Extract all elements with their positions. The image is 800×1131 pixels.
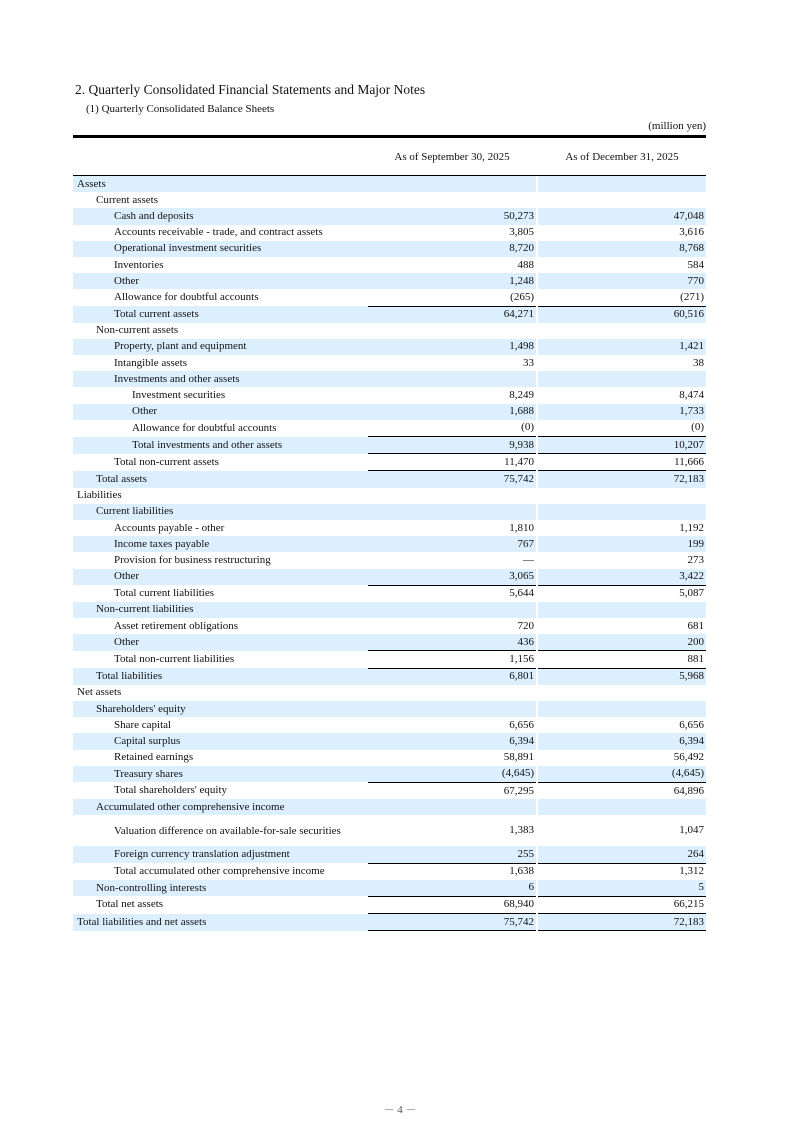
section-title: 2. Quarterly Consolidated Financial Statements and Major Notes — [75, 82, 426, 97]
row-label: Shareholders' equity — [73, 701, 368, 717]
table-row — [73, 404, 706, 420]
row-label: Total liabilities and net assets — [73, 914, 368, 931]
row-label: Total non-current assets — [114, 455, 219, 468]
table-row — [73, 420, 706, 437]
row-label: Other — [73, 634, 368, 651]
value-dec-2025: 6,656 — [679, 718, 704, 731]
value-dec-2025: (4,645) — [538, 766, 706, 783]
row-label: Current liabilities — [73, 504, 368, 520]
value-dec-2025 — [538, 323, 706, 339]
table-row — [73, 323, 706, 339]
value-sep-2025: 1,688 — [368, 404, 536, 420]
table-row — [73, 618, 706, 634]
value-sep-2025: 767 — [368, 536, 536, 552]
value-dec-2025: 199 — [538, 536, 706, 552]
row-label: Total investments and other assets — [73, 437, 368, 454]
table-row — [73, 750, 706, 766]
row-label: Other — [73, 569, 368, 586]
row-label: Current assets — [96, 193, 159, 206]
table-row — [73, 504, 706, 520]
row-label: Total current liabilities — [114, 587, 215, 600]
table-row — [73, 782, 706, 799]
value-sep-2025 — [368, 685, 536, 701]
value-dec-2025: 584 — [687, 258, 704, 271]
value-sep-2025: 8,720 — [368, 241, 536, 257]
table-row — [73, 634, 706, 651]
row-label: Cash and deposits — [73, 208, 368, 224]
value-dec-2025: 72,183 — [538, 914, 706, 931]
value-sep-2025: 1,156 — [368, 651, 536, 668]
table-row — [73, 552, 706, 568]
table-row — [73, 602, 706, 618]
value-dec-2025: 11,666 — [538, 454, 706, 471]
value-dec-2025: 1,421 — [538, 339, 706, 355]
row-label: Non-current liabilities — [73, 602, 368, 618]
value-dec-2025: 264 — [538, 846, 706, 863]
value-dec-2025: 6,394 — [538, 733, 706, 749]
value-dec-2025: 47,048 — [538, 208, 706, 224]
value-dec-2025: 56,492 — [673, 751, 704, 764]
value-sep-2025: 9,938 — [368, 437, 536, 454]
value-sep-2025: 33 — [523, 356, 534, 369]
row-label: Allowance for doubtful accounts — [114, 291, 259, 304]
table-row — [73, 387, 706, 403]
value-sep-2025: 436 — [368, 634, 536, 651]
value-sep-2025: 1,383 — [509, 824, 534, 837]
value-sep-2025: 6,801 — [368, 668, 536, 685]
value-dec-2025 — [538, 371, 706, 387]
value-sep-2025: 6 — [368, 880, 536, 897]
table-row — [73, 192, 706, 208]
value-sep-2025: 1,248 — [368, 273, 536, 289]
table-row — [73, 766, 706, 783]
row-label: Net assets — [77, 686, 122, 699]
value-dec-2025: 3,422 — [538, 569, 706, 586]
table-row — [73, 471, 706, 488]
table-row — [73, 289, 706, 306]
value-dec-2025: 1,192 — [679, 521, 704, 534]
table-row — [73, 273, 706, 289]
table-row — [73, 257, 706, 273]
value-dec-2025: 66,215 — [538, 896, 706, 913]
value-sep-2025: 75,742 — [368, 471, 536, 488]
row-label: Income taxes payable — [73, 536, 368, 552]
row-label: Total net assets — [96, 898, 164, 911]
value-sep-2025 — [368, 504, 536, 520]
row-label: Asset retirement obligations — [114, 619, 239, 632]
row-label: Treasury shares — [73, 766, 368, 783]
unit-label: (million yen) — [648, 120, 706, 132]
table-row — [73, 701, 706, 717]
value-dec-2025: 72,183 — [538, 471, 706, 488]
row-label: Total assets — [73, 471, 368, 488]
value-dec-2025: 681 — [687, 619, 704, 632]
value-sep-2025: 255 — [368, 846, 536, 863]
value-dec-2025 — [538, 192, 706, 208]
table-row — [73, 863, 706, 880]
value-sep-2025: 1,638 — [368, 863, 536, 880]
value-sep-2025: 58,891 — [503, 751, 534, 764]
table-row — [73, 733, 706, 749]
row-label: Foreign currency translation adjustment — [73, 846, 368, 863]
value-dec-2025: 60,516 — [538, 306, 706, 323]
row-label: Accounts receivable - trade, and contract assets — [114, 226, 323, 239]
table-row — [73, 685, 706, 701]
value-dec-2025: 1,733 — [538, 404, 706, 420]
value-sep-2025: 11,470 — [368, 454, 536, 471]
table-row — [73, 454, 706, 471]
row-label: Intangible assets — [114, 356, 188, 369]
row-label: Non-controlling interests — [73, 880, 368, 897]
row-label: Total accumulated other comprehensive income — [114, 864, 325, 877]
row-label: Other — [73, 404, 368, 420]
value-sep-2025: 8,249 — [509, 389, 534, 402]
value-dec-2025 — [538, 504, 706, 520]
value-dec-2025: 3,616 — [679, 226, 704, 239]
value-sep-2025 — [368, 323, 536, 339]
value-sep-2025: ― — [523, 553, 534, 566]
page-number: － 4 － — [383, 1104, 417, 1116]
value-sep-2025: (4,645) — [368, 766, 536, 783]
value-sep-2025 — [368, 488, 536, 504]
value-sep-2025: 3,065 — [368, 569, 536, 586]
value-dec-2025: 5 — [538, 880, 706, 897]
table-row — [73, 225, 706, 241]
row-label: Valuation difference on available-for-sale securities — [114, 824, 341, 837]
row-label: Total non-current liabilities — [114, 653, 235, 666]
row-label: Investments and other assets — [73, 371, 368, 387]
value-sep-2025: (265) — [510, 290, 534, 303]
row-label: Other — [73, 273, 368, 289]
table-row — [73, 668, 706, 685]
value-dec-2025: 881 — [538, 651, 706, 668]
value-sep-2025: 64,271 — [368, 306, 536, 323]
value-dec-2025: 5,968 — [538, 668, 706, 685]
table-row — [73, 241, 706, 257]
column-header-sep-2025: As of September 30, 2025 — [394, 151, 510, 163]
row-label: Accumulated other comprehensive income — [73, 799, 368, 815]
value-sep-2025 — [368, 192, 536, 208]
row-label: Share capital — [114, 718, 172, 731]
table-row — [73, 176, 706, 192]
value-sep-2025: 1,810 — [509, 521, 534, 534]
value-dec-2025: 8,474 — [679, 389, 704, 402]
value-sep-2025 — [368, 799, 536, 815]
row-label: Investment securities — [132, 389, 226, 402]
table-row — [73, 846, 706, 863]
row-label: Capital surplus — [73, 733, 368, 749]
statement-subtitle: (1) Quarterly Consolidated Balance Sheets — [86, 103, 275, 115]
value-sep-2025: 50,273 — [368, 208, 536, 224]
row-label: Inventories — [114, 258, 164, 271]
value-dec-2025 — [538, 488, 706, 504]
top-rule — [73, 135, 706, 138]
table-row — [73, 896, 706, 913]
table-row — [73, 569, 706, 586]
table-row — [73, 914, 706, 931]
balance-sheet-table — [73, 176, 706, 931]
row-label: Property, plant and equipment — [73, 339, 368, 355]
table-row — [73, 799, 706, 815]
row-label: Accounts payable - other — [114, 521, 225, 534]
row-label: Total shareholders' equity — [114, 784, 228, 797]
value-sep-2025: 1,498 — [368, 339, 536, 355]
row-label: Liabilities — [77, 489, 122, 502]
value-dec-2025: (271) — [680, 290, 704, 303]
table-row — [73, 306, 706, 323]
value-sep-2025 — [368, 701, 536, 717]
value-sep-2025 — [368, 371, 536, 387]
value-dec-2025: 200 — [538, 634, 706, 651]
value-dec-2025: 1,312 — [538, 863, 706, 880]
value-dec-2025: 10,207 — [538, 437, 706, 454]
value-dec-2025: 770 — [538, 273, 706, 289]
value-sep-2025: 75,742 — [368, 914, 536, 931]
table-row — [73, 488, 706, 504]
table-row — [73, 585, 706, 602]
value-sep-2025: 6,394 — [368, 733, 536, 749]
table-row — [73, 339, 706, 355]
table-row — [73, 717, 706, 733]
value-dec-2025: 1,047 — [679, 824, 704, 837]
value-dec-2025 — [538, 176, 706, 192]
value-sep-2025: 67,295 — [368, 782, 536, 799]
row-label: Assets — [73, 176, 368, 192]
table-row — [73, 371, 706, 387]
table-row — [73, 520, 706, 536]
table-row — [73, 536, 706, 552]
value-dec-2025 — [538, 799, 706, 815]
value-dec-2025: (0) — [691, 421, 704, 434]
value-sep-2025: 68,940 — [368, 896, 536, 913]
row-label: Total liabilities — [73, 668, 368, 685]
table-row — [73, 208, 706, 224]
row-label: Non-current assets — [96, 324, 179, 337]
table-row — [73, 437, 706, 454]
value-dec-2025: 273 — [687, 553, 704, 566]
value-dec-2025: 5,087 — [538, 585, 706, 602]
value-dec-2025 — [538, 685, 706, 701]
value-dec-2025 — [538, 701, 706, 717]
value-dec-2025: 38 — [693, 356, 704, 369]
row-label: Retained earnings — [114, 751, 194, 764]
value-sep-2025: 720 — [517, 619, 534, 632]
row-label: Allowance for doubtful accounts — [132, 421, 277, 434]
value-dec-2025 — [538, 602, 706, 618]
table-row — [73, 880, 706, 897]
value-sep-2025 — [368, 176, 536, 192]
table-row — [73, 355, 706, 371]
value-sep-2025: 3,805 — [509, 226, 534, 239]
value-sep-2025: (0) — [521, 421, 534, 434]
value-dec-2025: 8,768 — [538, 241, 706, 257]
table-row — [73, 651, 706, 668]
value-sep-2025: 488 — [517, 258, 534, 271]
value-sep-2025 — [368, 602, 536, 618]
table-row — [73, 815, 706, 846]
value-dec-2025: 64,896 — [538, 782, 706, 799]
value-sep-2025: 6,656 — [509, 718, 534, 731]
row-label: Provision for business restructuring — [114, 553, 271, 566]
value-sep-2025: 5,644 — [368, 585, 536, 602]
row-label: Total current assets — [73, 306, 368, 323]
row-label: Operational investment securities — [73, 241, 368, 257]
column-header-dec-2025: As of December 31, 2025 — [565, 151, 679, 163]
balance-sheet-body — [73, 176, 706, 931]
